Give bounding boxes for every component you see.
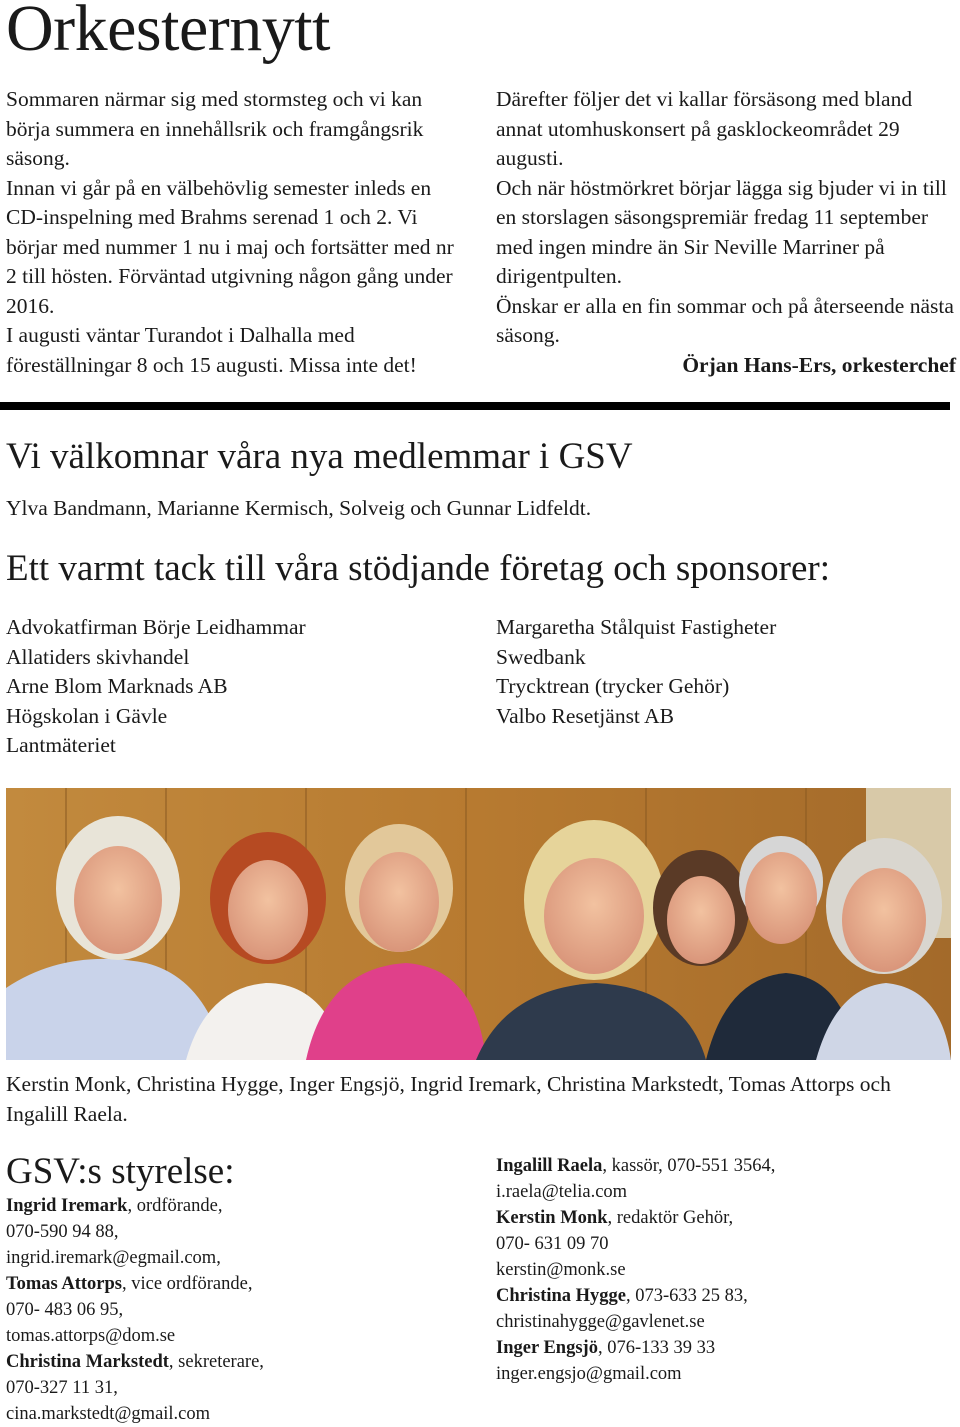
board-member	[496, 1153, 956, 1179]
member-phone: 070- 483 06 95,	[6, 1300, 124, 1320]
sponsor-item: Margaretha Stålquist Fastigheter	[496, 615, 777, 639]
signature: Örjan Hans-Ers, orkesterchef	[682, 352, 956, 377]
intro-paragraph: Därefter följer det vi kallar försäsong med bland annat utomhuskonsert på gasklockeområdet 29 augusti.	[496, 87, 913, 170]
sponsor-item: Advokatfirman Börje Leidhammar	[6, 615, 306, 639]
board-right-column	[496, 1153, 956, 1387]
member-phone: 070-590 94 88,	[6, 1222, 119, 1242]
page-title: Orkesternytt	[6, 0, 330, 65]
member-email[interactable]: ingrid.iremark@egmail.com,	[6, 1248, 221, 1268]
sponsors-heading: Ett varmt tack till våra stödjande företag och sponsorer:	[6, 548, 831, 589]
member-name: Christina Markstedt	[6, 1352, 169, 1372]
member-phone: 070-327 11 31,	[6, 1378, 118, 1398]
intro-right-column	[496, 85, 956, 380]
section-divider	[0, 402, 950, 410]
member-role: , sekreterare,	[168, 1352, 264, 1372]
sponsor-item: Högskolan i Gävle	[6, 703, 168, 728]
intro-left-column	[6, 85, 458, 380]
new-members-heading: Vi välkomnar våra nya medlemmar i GSV	[6, 436, 633, 477]
member-role: , 076-133 39 33	[597, 1338, 716, 1358]
member-name: Ingrid Iremark	[6, 1196, 128, 1216]
member-email[interactable]: cina.markstedt@gmail.com	[6, 1404, 211, 1424]
board-member	[496, 1205, 956, 1231]
member-phone: 070- 631 09 70	[496, 1234, 609, 1254]
sponsor-item: Lantmäteriet	[6, 733, 116, 757]
member-name: Christina Hygge	[496, 1286, 627, 1306]
intro-paragraph: Innan vi går på en välbehövlig semester inleds en CD-inspelning med Brahms serenad 1 och 2. Vi börjar med nummer 1 nu i maj och fortsätter med nr 2 till hösten. Förväntad utgivning någon gång under 2016.	[6, 175, 454, 318]
intro-paragraph: Sommaren närmar sig med stormsteg och vi kan börja summera en innehållsrik och framgångsrik säsong.	[6, 87, 424, 170]
board-heading: GSV:s styrelse:	[6, 1151, 235, 1192]
member-name: Kerstin Monk	[496, 1208, 608, 1228]
sponsor-item: Arne Blom Marknads AB	[6, 674, 228, 698]
member-email[interactable]: i.raela@telia.com	[496, 1182, 628, 1202]
board-member	[6, 1193, 476, 1219]
sponsors-right-list	[496, 613, 956, 731]
member-email[interactable]: kerstin@monk.se	[496, 1260, 626, 1280]
member-role: , ordförande,	[127, 1196, 223, 1216]
sponsor-item: Allatiders skivhandel	[6, 644, 190, 669]
member-role: , redaktör Gehör,	[607, 1208, 734, 1228]
member-role: , kassör, 070-551 3564,	[602, 1156, 776, 1176]
sponsors-left-list	[6, 613, 476, 761]
intro-paragraph: Önskar er alla en fin sommar och på återseende nästa säsong.	[496, 293, 954, 347]
member-name: Tomas Attorps	[6, 1274, 122, 1294]
photo-caption: Kerstin Monk, Christina Hygge, Inger Engsjö, Ingrid Iremark, Christina Markstedt, Tomas Attorps och Ingalill Raela.	[6, 1072, 891, 1126]
member-name: Ingalill Raela	[496, 1156, 603, 1176]
intro-paragraph: I augusti väntar Turandot i Dalhalla med föreställningar 8 och 15 augusti. Missa inte det!	[6, 323, 417, 377]
board-member	[6, 1271, 476, 1297]
group-photo	[6, 788, 951, 1060]
sponsor-item: Trycktrean (trycker Gehör)	[496, 674, 730, 698]
board-left-column	[6, 1193, 476, 1427]
sponsor-item: Swedbank	[496, 644, 586, 669]
board-member	[496, 1335, 956, 1361]
member-role: , 073-633 25 83,	[626, 1286, 748, 1306]
new-members-names: Ylva Bandmann, Marianne Kermisch, Solveig och Gunnar Lidfeldt.	[6, 496, 592, 520]
member-role: , vice ordförande,	[122, 1274, 253, 1294]
board-member	[496, 1283, 956, 1309]
group-photo-illustration	[6, 788, 951, 1060]
board-member	[6, 1349, 476, 1375]
member-name: Inger Engsjö	[496, 1338, 598, 1358]
intro-paragraph: Och när höstmörkret börjar lägga sig bjuder vi in till en storslagen säsongspremiär fredag 11 september med ingen mindre än Sir Neville Marriner på dirigentpulten.	[496, 175, 947, 288]
sponsor-item: Valbo Resetjänst AB	[496, 703, 674, 728]
member-email[interactable]: tomas.attorps@dom.se	[6, 1326, 176, 1346]
member-email[interactable]: inger.engsjo@gmail.com	[496, 1364, 682, 1384]
member-email[interactable]: christinahygge@gavlenet.se	[496, 1312, 705, 1332]
